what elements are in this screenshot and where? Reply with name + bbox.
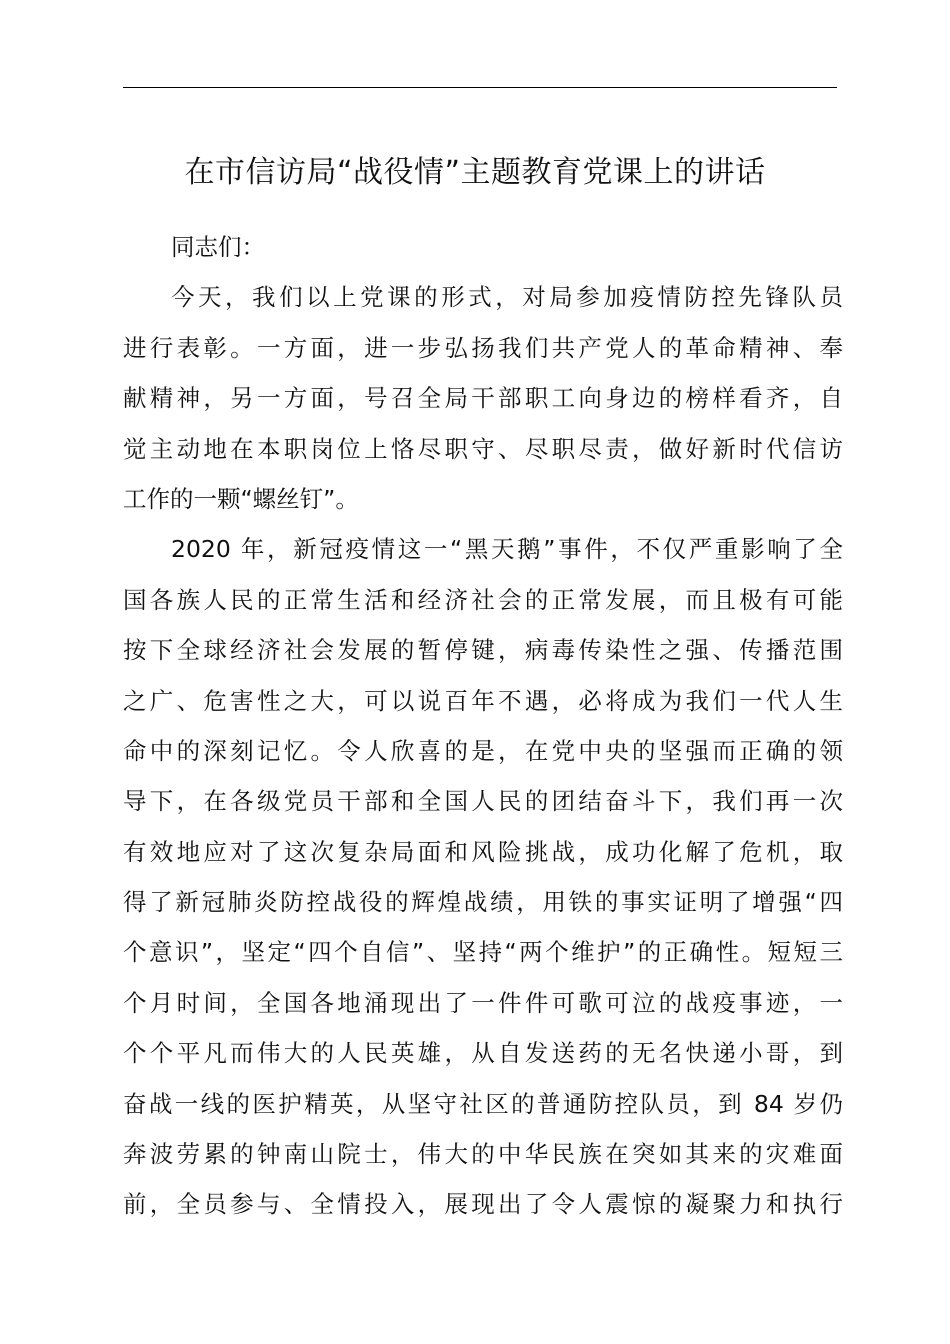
salutation: 同志们： xyxy=(171,233,265,261)
text-line: 进行表彰。一方面，进一步弘扬我们共产党人的革命精神、奉 xyxy=(123,333,843,362)
text-line: 按下全球经济社会发展的暂停键，病毒传染性之强、传播范围 xyxy=(123,636,843,665)
text-line: 有效地应对了这次复杂局面和风险挑战，成功化解了危机，取 xyxy=(123,837,843,866)
text-line: 献精神，另一方面，号召全局干部职工向身边的榜样看齐，自 xyxy=(123,384,843,413)
text-line: 今天，我们以上党课的形式，对局参加疫情防控先锋队员 xyxy=(171,283,843,312)
text-line: 得了新冠肺炎防控战役的辉煌战绩，用铁的事实证明了增强“四 xyxy=(123,888,843,917)
text-line: 国各族人民的正常生活和经济社会的正常发展，而且极有可能 xyxy=(123,585,843,614)
paragraph-lines xyxy=(123,272,843,1229)
text-line: 之广、危害性之大，可以说百年不遇，必将成为我们一代人生 xyxy=(123,686,843,715)
text-line: 工作的一颗“螺丝钉”。 xyxy=(123,484,359,513)
text-line: 命中的深刻记忆。令人欣喜的是，在党中央的坚强而正确的领 xyxy=(123,736,843,765)
text-line: 个个平凡而伟大的人民英雄，从自发送药的无名快递小哥，到 xyxy=(123,1039,843,1068)
text-line: 2020 年，新冠疫情这一“黑天鹅”事件，不仅严重影响了全 xyxy=(171,535,843,564)
document-body xyxy=(123,222,843,1230)
text-line: 个月时间，全国各地涌现出了一件件可歌可泣的战疫事迹，一 xyxy=(123,988,843,1017)
text-line: 导下，在各级党员干部和全国人民的团结奋斗下，我们再一次 xyxy=(123,787,843,816)
text-line: 个意识”，坚定“四个自信”、坚持“两个维护”的正确性。短短三 xyxy=(123,938,843,967)
text-line: 奔波劳累的钟南山院士，伟大的中华民族在突如其来的灾难面 xyxy=(123,1140,843,1169)
document-title: 在市信访局“战役情”主题教育党课上的讲话 xyxy=(184,155,766,190)
header-rule xyxy=(123,87,837,88)
text-line: 前，全员参与、全情投入，展现出了令人震惊的凝聚力和执行 xyxy=(123,1190,843,1219)
text-line: 觉主动地在本职岗位上恪尽职守、尽职尽责，做好新时代信访 xyxy=(123,434,843,463)
text-line: 奋战一线的医护精英，从坚守社区的普通防控队员，到 84 岁仍 xyxy=(123,1089,843,1118)
